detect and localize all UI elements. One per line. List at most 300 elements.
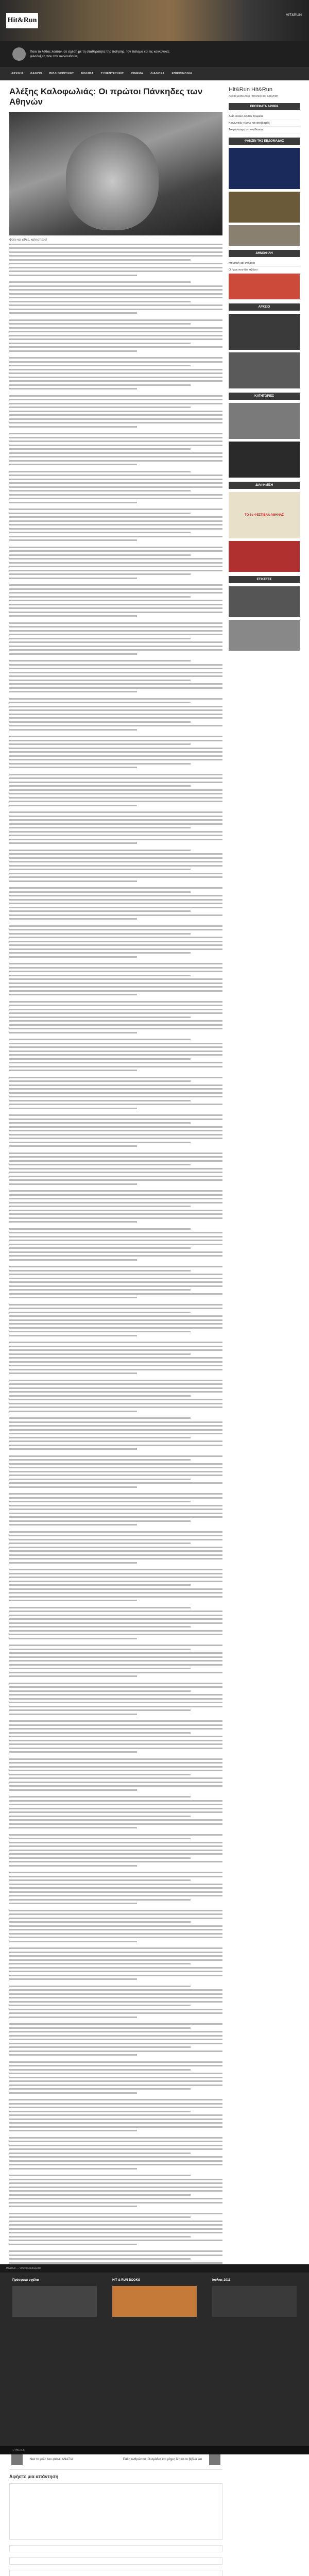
body-text-line (9, 346, 222, 348)
body-text-line (9, 1800, 222, 1802)
body-text-line (9, 460, 222, 462)
body-text-line (9, 1114, 222, 1116)
body-text-line (9, 649, 222, 651)
body-text-line (9, 335, 222, 336)
body-text-line (9, 801, 222, 802)
body-text-line (9, 479, 222, 480)
body-text-line (9, 971, 222, 972)
body-text-line (9, 301, 191, 302)
body-text-line (9, 664, 222, 666)
body-text-line (9, 2084, 222, 2086)
body-text-line (9, 1319, 222, 1321)
body-text-line (9, 793, 222, 794)
nav-item-reviews[interactable]: ΒΙΒΛΙΟΚΡΙΤΙΚΕΣ (49, 72, 74, 75)
body-text-line (9, 748, 222, 749)
nav-item-interviews[interactable]: ΣΥΝΕΝΤΕΥΞΕΙΣ (100, 72, 124, 75)
body-text-line (9, 1050, 222, 1052)
body-text-line (9, 1304, 222, 1306)
body-text-line (9, 891, 191, 893)
body-text-line (9, 2099, 222, 2100)
body-text-line (9, 2262, 222, 2264)
body-text-line (9, 1391, 222, 1393)
sidebar-about-title: Hit&Run Hit&Run (229, 87, 272, 93)
body-text-line (9, 1535, 222, 1536)
footer-image[interactable] (12, 2286, 97, 2317)
body-text-line (9, 967, 222, 969)
body-text-line (9, 1259, 137, 1261)
body-text-line (9, 1168, 222, 1170)
body-text-line (9, 1611, 222, 1612)
sidebar-section-title: ΑΡΧΕΙΟ (229, 303, 300, 311)
body-text-line (9, 1709, 191, 1711)
body-text-line (9, 331, 222, 332)
body-text-line (9, 759, 222, 760)
email-field[interactable] (9, 2557, 222, 2565)
body-text-line (9, 247, 222, 249)
body-text-line (9, 937, 222, 938)
body-text-line (9, 675, 222, 677)
body-text-line (9, 323, 191, 325)
nav-item-home[interactable]: ΑΡΧΙΚΗ (11, 72, 23, 75)
body-text-line (9, 1903, 137, 1904)
body-text-line (9, 1865, 137, 1867)
body-text-line (9, 811, 222, 813)
body-text-line (9, 1240, 222, 1241)
body-text-line (9, 1686, 222, 1688)
tag-image[interactable] (229, 620, 300, 651)
fanzine-cover[interactable] (229, 148, 300, 189)
body-text-line (9, 244, 222, 245)
body-text-line (9, 615, 137, 617)
body-text-line (9, 1293, 222, 1295)
body-text-line (9, 2137, 222, 2139)
body-text-line (9, 2175, 191, 2176)
sidebar-section-title: ΔΗΜΟΦΙΛΗ (229, 250, 300, 257)
body-text-line (9, 2232, 222, 2233)
body-text-line (9, 1910, 222, 1911)
body-text-line (9, 2119, 222, 2120)
body-text-line (9, 1918, 222, 1919)
body-text-line (9, 1592, 222, 1594)
body-text-line (9, 1762, 222, 1764)
nav-item-contact[interactable]: ΕΠΙΚΟΙΝΩΝΙΑ (171, 72, 193, 75)
body-text-line (9, 1808, 222, 1809)
body-text-line (9, 887, 222, 889)
body-text-line (9, 691, 137, 692)
body-text-line (9, 365, 191, 366)
body-text-line (9, 2035, 222, 2037)
body-text-line (9, 1138, 222, 1139)
body-text-line (9, 2221, 222, 2222)
body-text-line (9, 1342, 222, 1343)
comment-textarea[interactable] (9, 2483, 222, 2540)
body-text-line (9, 2236, 191, 2238)
body-text-line (9, 2092, 137, 2094)
archive-image[interactable] (229, 352, 300, 388)
featured-quote: Ποιο το λάθος λοιπόν, σε σχέση με τη σταθερότητα της ποίησης, τον πόλεμο και τις κοινωνικές φιλοδοξίες που τον ακολουθούν; (30, 49, 170, 58)
body-text-line (9, 1475, 222, 1476)
body-text-line (9, 1009, 222, 1010)
body-text-line (9, 1516, 222, 1518)
body-text-line (9, 2148, 222, 2150)
body-text-line (9, 1247, 191, 1249)
nav-item-misc[interactable]: ΔΙΑΦΟΡΑ (150, 72, 165, 75)
body-text-line (9, 1714, 137, 1715)
body-text-line (9, 2111, 191, 2112)
body-text-line (9, 395, 222, 397)
ad-banner[interactable]: ΤΟ 3ο ΦΕΣΤΙΒΑΛ ΑΘΗΝΑΣ (229, 492, 300, 538)
body-text-line (9, 1092, 222, 1094)
body-text-line (9, 350, 137, 352)
body-text-line (9, 452, 222, 454)
sidebar-section-title: ΔΙΑΦΗΜΙΣΗ (229, 482, 300, 489)
fanzine-image[interactable] (229, 192, 300, 223)
body-text-line (9, 1244, 222, 1245)
body-text-line (9, 289, 222, 291)
body-text-line (9, 1925, 222, 1927)
body-text-line (9, 876, 222, 878)
body-text-line (9, 1315, 222, 1317)
sidebar-link[interactable]: Το φάντασμα στην αίθουσα (229, 127, 300, 133)
footer-calendar[interactable] (212, 2286, 297, 2317)
body-text-line (9, 2179, 222, 2180)
body-text-line (9, 1728, 222, 1730)
body-text-line (9, 2240, 222, 2241)
body-text-line (9, 1690, 191, 1692)
next-thumb[interactable] (209, 2454, 220, 2465)
body-text-line (9, 2160, 222, 2162)
body-text-line (9, 2198, 222, 2199)
body-text-line (9, 683, 222, 685)
nav-item-movement[interactable]: ΚΙΝΗΜΑ (81, 72, 94, 75)
body-text-line (9, 1122, 191, 1124)
body-text-line (9, 2088, 191, 2090)
body-text-line (9, 1630, 222, 1632)
body-text-line (9, 448, 191, 450)
sidebar-section-title: ΕΤΙΚΕΤΕΣ (229, 576, 300, 583)
body-text-line (9, 520, 222, 522)
body-text-line (9, 2182, 222, 2184)
body-text-line (9, 1520, 191, 1522)
body-text-line (9, 687, 222, 689)
body-text-line (9, 1179, 222, 1181)
body-text-line (9, 327, 222, 329)
sidebar-about-text: Αναδημοσιευτικό, πολιτικό και αφήγηση (229, 95, 279, 98)
next-post[interactable]: Πάλη Ανθρώπου: Οι ομάδες και μάχες δίπλα σε βίβλια και (123, 2458, 202, 2462)
sidebar-link[interactable]: Αμίρ Χαλέλ-Χασάν Τουρκία (229, 113, 300, 120)
body-text-line (9, 267, 222, 268)
body-text-line (9, 1842, 222, 1843)
body-text-line (9, 2061, 222, 2063)
body-text-line (9, 2141, 222, 2142)
body-text-line (9, 566, 222, 567)
body-text-line (9, 532, 191, 533)
body-text-line (9, 1289, 191, 1291)
body-text-line (9, 494, 222, 496)
body-text-line (9, 1675, 137, 1677)
body-text-line (9, 1365, 222, 1366)
body-text-line (9, 698, 222, 700)
body-text-line (9, 1789, 137, 1791)
body-text-line (9, 1649, 191, 1650)
body-text-line (9, 1383, 222, 1385)
body-text-line (9, 1323, 222, 1325)
prev-post[interactable]: Νεα το μελί: Δεν φτάνει ΑΝΑΞΙΑ (30, 2458, 74, 2462)
body-text-line (9, 1335, 137, 1336)
body-text-line (9, 785, 191, 787)
body-text-line (9, 281, 191, 283)
body-text-line (9, 2244, 137, 2245)
body-text-line (9, 592, 222, 594)
body-text-line (9, 1694, 222, 1696)
body-text-line (9, 1372, 137, 1374)
copyright: © Hit&Run (0, 2446, 309, 2454)
body-text-line (9, 1104, 222, 1105)
body-text-line (9, 1989, 222, 1991)
body-text-line (9, 399, 222, 400)
body-text-line (9, 1947, 222, 1949)
body-text-line (9, 440, 222, 442)
body-text-line (9, 1411, 137, 1412)
body-text-line (9, 880, 137, 882)
body-text-line (9, 1032, 137, 1033)
body-text-line (9, 944, 222, 946)
body-text-line (9, 990, 222, 992)
tag-image[interactable] (229, 586, 300, 617)
author-avatar (12, 47, 26, 61)
body-text-line (9, 751, 222, 753)
sidebar-link[interactable]: Μουσική και αναρχία (229, 260, 300, 267)
body-text-line (9, 869, 191, 870)
body-text-line (9, 978, 222, 980)
body-text-line (9, 1774, 191, 1775)
website-field[interactable] (9, 2570, 222, 2576)
body-text-line (9, 952, 191, 954)
body-text-line (9, 2023, 222, 2025)
body-text-line (9, 2069, 191, 2071)
category-image[interactable] (229, 442, 300, 478)
body-text-line (9, 2012, 222, 2014)
body-text-line (9, 899, 222, 901)
body-text-line (9, 660, 191, 662)
body-text-line (9, 1080, 191, 1082)
body-text-line (9, 1986, 191, 1987)
nav-item-fanzine[interactable]: ΦΑΝΖΙΝ (30, 72, 42, 75)
body-text-line (9, 782, 222, 783)
body-text-line (9, 1524, 137, 1526)
body-text-line (9, 1134, 222, 1136)
body-text-line (9, 570, 222, 571)
body-text-line (9, 1130, 222, 1131)
body-text-line (9, 2080, 222, 2082)
body-text-line (9, 377, 222, 378)
body-text-line (9, 861, 222, 862)
body-text-line (9, 1850, 222, 1851)
body-text-line (9, 1811, 222, 1813)
body-text-line (9, 910, 191, 912)
body-text-line (9, 1838, 191, 1839)
body-text-line (9, 1558, 222, 1560)
body-text-line (9, 1887, 222, 1889)
body-text-line (9, 1823, 222, 1825)
body-text-line (9, 547, 222, 548)
body-text-line (9, 1118, 222, 1120)
body-text-line (9, 1937, 222, 1938)
body-text-line (9, 1638, 137, 1639)
body-text-line (9, 550, 222, 552)
body-text-line (9, 1202, 222, 1204)
body-text-line (9, 2190, 222, 2192)
category-image[interactable] (229, 403, 300, 439)
banner-subtitle: HIT&RUN (285, 13, 302, 17)
nav-item-cinema[interactable]: CINEMA (131, 72, 143, 75)
quote-bar (0, 41, 309, 67)
body-text-line (9, 1652, 222, 1654)
body-text-line (9, 502, 137, 503)
body-text-line (9, 304, 222, 306)
body-text-line (9, 1270, 191, 1272)
body-text-line (9, 2073, 222, 2074)
body-text-line (9, 1357, 222, 1359)
body-text-line (9, 1816, 191, 1817)
body-text-line (9, 293, 222, 295)
body-text-line (9, 827, 191, 828)
body-text-line (9, 1066, 222, 1067)
body-text-line (9, 251, 222, 253)
body-text-line (9, 2213, 222, 2214)
body-text-line (9, 558, 222, 560)
fanzine-image[interactable] (229, 225, 300, 246)
body-text-line (9, 1505, 222, 1506)
body-text-line (9, 486, 222, 488)
body-text-line (9, 498, 222, 499)
body-text-line (9, 490, 191, 492)
ad-image[interactable] (229, 541, 300, 572)
body-text-line (9, 702, 191, 703)
body-text-line (9, 2114, 222, 2116)
body-text-line (9, 1550, 222, 1552)
body-text-line (9, 1369, 222, 1370)
body-text-line (9, 641, 222, 643)
body-text-line (9, 1872, 222, 1873)
body-text-line (9, 343, 191, 344)
body-text-line (9, 1857, 191, 1859)
sidebar-link[interactable]: Ο ήχος που δεν σβήνει (229, 267, 300, 274)
body-text-line (9, 312, 137, 314)
body-text-line (9, 777, 222, 779)
footer-image[interactable] (112, 2286, 197, 2317)
body-text-line (9, 2164, 222, 2165)
prev-thumb[interactable] (11, 2454, 23, 2465)
body-text-line (9, 456, 222, 457)
body-text-line (9, 736, 222, 737)
body-text-line (9, 1933, 222, 1935)
body-text-line (9, 1058, 191, 1060)
body-text-line (9, 1997, 222, 1998)
body-text-line (9, 672, 222, 673)
body-text-line (9, 1387, 222, 1389)
body-text-line (9, 819, 222, 821)
body-text-line (9, 1001, 222, 1003)
body-text-line (9, 975, 191, 976)
main-nav (0, 67, 309, 80)
body-text-line (9, 865, 222, 867)
body-text-line (9, 907, 222, 908)
body-text-line (9, 612, 222, 613)
sidebar-section-title: ΦΑΝΖΙΝ ΤΗΣ ΕΒΔΟΜΑΔΑΣ (229, 138, 300, 145)
body-text-line (9, 1308, 222, 1309)
body-text-line (9, 1501, 191, 1502)
body-text-line (9, 1176, 222, 1177)
body-text-line (9, 918, 137, 920)
body-text-line (9, 1096, 222, 1097)
body-text-line (9, 755, 222, 757)
body-text-line (9, 816, 222, 817)
body-text-line (9, 1656, 222, 1658)
body-text-line (9, 1297, 137, 1298)
body-text-line (9, 1088, 222, 1090)
hero-image (9, 112, 222, 235)
site-logo[interactable]: Hit&Run (6, 13, 38, 28)
body-text-line (9, 1493, 222, 1495)
body-text-line (9, 482, 222, 484)
body-text-line (9, 709, 222, 711)
body-text-line (9, 1573, 222, 1574)
body-text-line (9, 1618, 222, 1620)
body-text-line (9, 528, 222, 530)
body-text-line (9, 1463, 222, 1465)
body-text-line (9, 1417, 191, 1419)
body-text-line (9, 706, 222, 707)
body-text-line (9, 721, 191, 723)
body-text-line (9, 1584, 191, 1586)
body-text-line (9, 1607, 191, 1608)
body-text-line (9, 1963, 191, 1964)
body-text-line (9, 1221, 137, 1223)
body-text-line (9, 1562, 137, 1564)
archive-image[interactable] (229, 314, 300, 350)
body-text-line (9, 2009, 222, 2010)
body-text-line (9, 380, 222, 382)
body-text-line (9, 668, 222, 669)
body-text-line (9, 925, 222, 927)
body-text-line (9, 464, 137, 465)
body-text-line (9, 1285, 222, 1287)
body-text-line (9, 1077, 222, 1078)
body-text-line (9, 1724, 222, 1726)
body-text-line (9, 2126, 222, 2128)
body-text-line (9, 653, 137, 655)
sidebar-link[interactable]: Κοινωνικές τέχνες και ακτιβισμός (229, 120, 300, 127)
body-text-line (9, 1740, 222, 1741)
body-text-line (9, 584, 222, 586)
body-text-line (9, 1437, 191, 1438)
body-text-line (9, 1766, 222, 1768)
body-text-line (9, 1554, 222, 1556)
body-text-line (9, 297, 222, 298)
body-text-line (9, 1834, 222, 1836)
footer-col-title: Πρόσφατα σχόλια (12, 2279, 39, 2282)
body-text-line (9, 1160, 222, 1162)
body-text-line (9, 1471, 222, 1472)
body-text-line (9, 1228, 191, 1230)
body-text-line (9, 1448, 137, 1450)
body-text-line (9, 1459, 191, 1461)
name-field[interactable] (9, 2545, 222, 2552)
popular-image[interactable] (229, 274, 300, 299)
body-text-line (9, 1346, 222, 1347)
comment-form (9, 2474, 222, 2576)
